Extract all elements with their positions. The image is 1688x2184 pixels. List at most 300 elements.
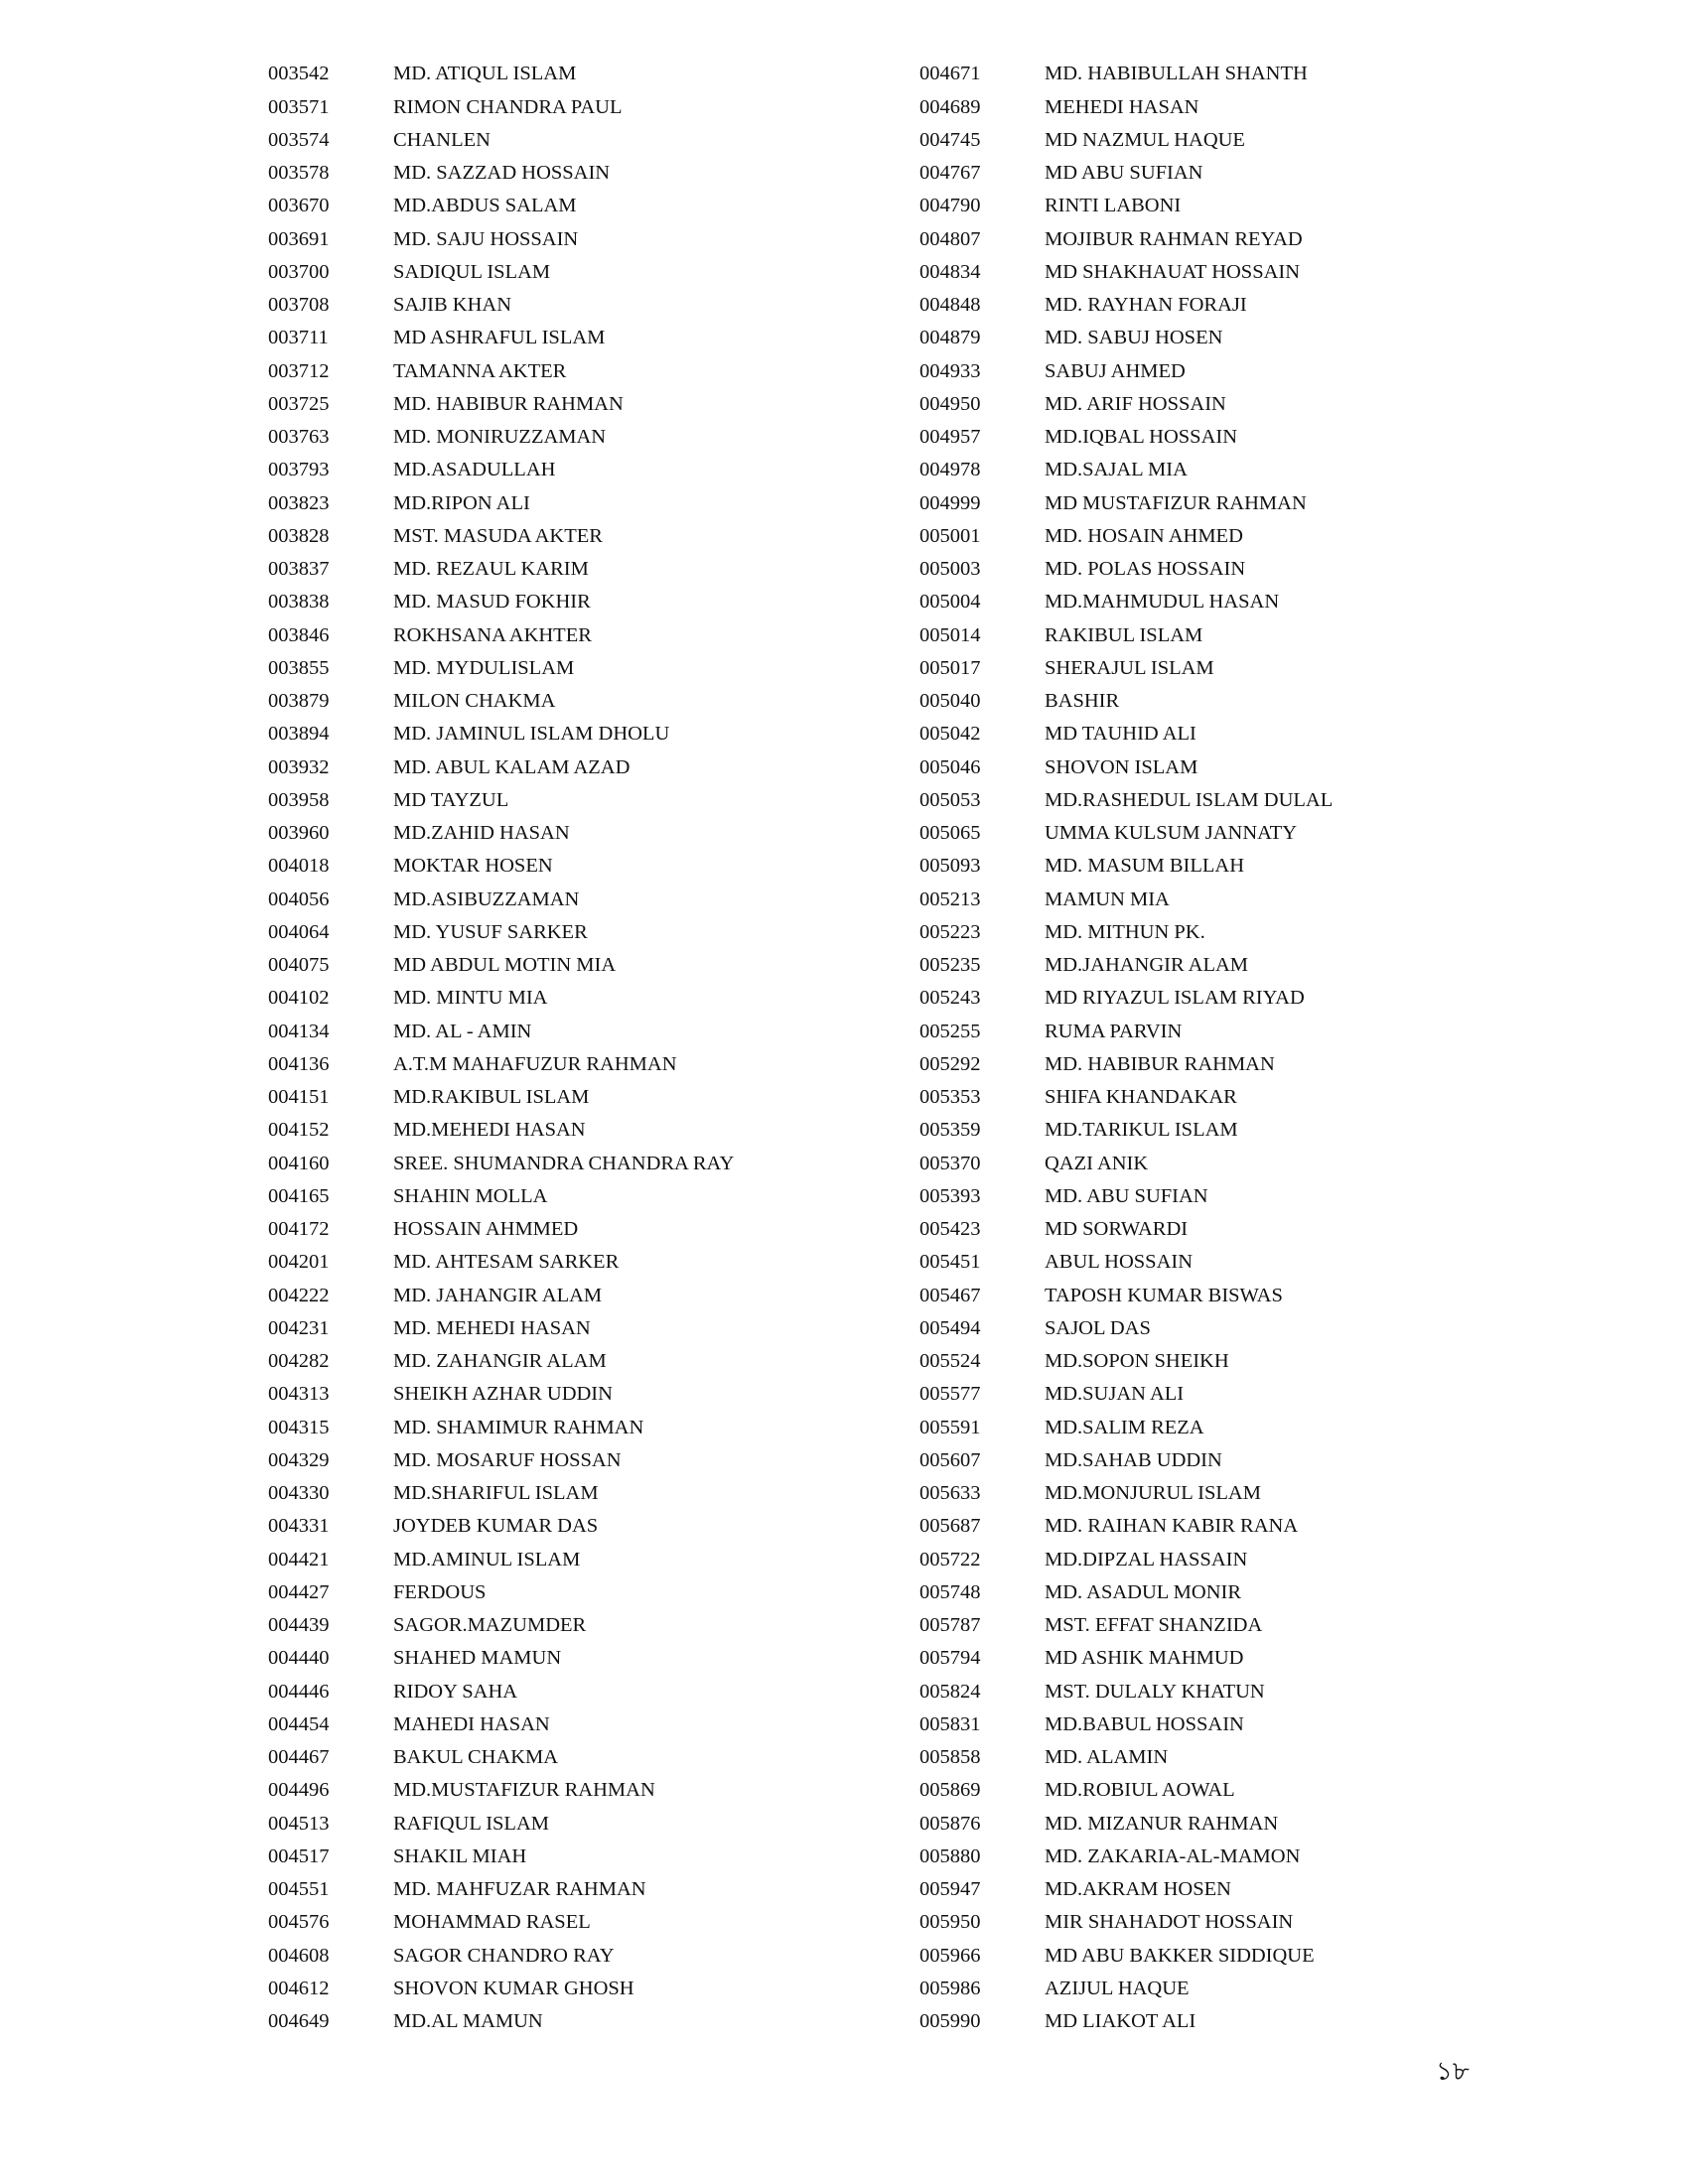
list-item (919, 1213, 1515, 1246)
roll-number: 004950 (919, 392, 981, 415)
list-item (919, 949, 1515, 982)
roll-number: 005824 (919, 1680, 981, 1703)
candidate-name: RIDOY SAHA (393, 1680, 518, 1703)
candidate-name: MD. MEHEDI HASAN (393, 1316, 591, 1339)
list-item (268, 1345, 864, 1378)
roll-number: 003712 (268, 359, 330, 382)
candidate-name: MST. MASUDA AKTER (393, 524, 603, 547)
candidate-name: MD.BABUL HOSSAIN (1045, 1712, 1244, 1735)
candidate-name: MD. HABIBUR RAHMAN (1045, 1052, 1275, 1075)
candidate-name: MD.AMINUL ISLAM (393, 1548, 581, 1570)
candidate-name: MAMUN MIA (1045, 887, 1170, 910)
roll-number: 004151 (268, 1086, 330, 1109)
candidate-name: MD.JAHANGIR ALAM (1045, 954, 1249, 977)
list-item (919, 454, 1515, 486)
roll-number: 004454 (268, 1712, 330, 1735)
list-item (268, 1675, 864, 1707)
candidate-name: MD.RIPON ALI (393, 491, 530, 514)
list-item (268, 190, 864, 222)
roll-number: 005831 (919, 1712, 981, 1735)
list-item (919, 1246, 1515, 1279)
list-item (268, 1114, 864, 1147)
roll-number: 005046 (919, 755, 981, 778)
roll-number: 003837 (268, 558, 330, 581)
candidate-name: MD.ZAHID HASAN (393, 822, 570, 845)
list-item (919, 1510, 1515, 1543)
roll-number: 003894 (268, 723, 330, 746)
list-item (919, 1609, 1515, 1642)
list-item (268, 949, 864, 982)
roll-number: 003574 (268, 128, 330, 151)
candidate-name: MD. REZAUL KARIM (393, 558, 589, 581)
list-item (268, 718, 864, 751)
roll-number: 004201 (268, 1251, 330, 1274)
list-item (268, 1543, 864, 1575)
roll-number: 005950 (919, 1911, 981, 1934)
roll-number: 004790 (919, 195, 981, 217)
candidate-name: MEHEDI HASAN (1045, 95, 1199, 118)
list-item (919, 486, 1515, 519)
roll-number: 004102 (268, 987, 330, 1010)
list-item (919, 2005, 1515, 2038)
roll-number: 005235 (919, 954, 981, 977)
roll-number: 004467 (268, 1746, 330, 1769)
candidate-name: BASHIR (1045, 690, 1120, 713)
list-item (268, 2005, 864, 2038)
roll-number: 004165 (268, 1184, 330, 1207)
roll-number: 005451 (919, 1251, 981, 1274)
list-item (919, 1708, 1515, 1741)
roll-number: 005003 (919, 558, 981, 581)
candidate-name: MD.RASHEDUL ISLAM DULAL (1045, 788, 1334, 811)
roll-number: 005794 (919, 1647, 981, 1670)
candidate-name: RIMON CHANDRA PAUL (393, 95, 623, 118)
list-item (268, 1378, 864, 1411)
candidate-name: MD MUSTAFIZUR RAHMAN (1045, 491, 1307, 514)
roll-number: 004330 (268, 1482, 330, 1505)
roll-number: 005014 (919, 623, 981, 646)
candidate-name: MST. EFFAT SHANZIDA (1045, 1614, 1263, 1637)
candidate-name: RINTI LABONI (1045, 195, 1182, 217)
candidate-name: MD.SAHAB UDDIN (1045, 1448, 1222, 1471)
roll-number: 005393 (919, 1184, 981, 1207)
roll-number: 004745 (919, 128, 981, 151)
candidate-name: SAGOR CHANDRO RAY (393, 1944, 615, 1967)
roll-number: 004608 (268, 1944, 330, 1967)
candidate-name: RAFIQUL ISLAM (393, 1812, 549, 1835)
candidate-name: MD.ROBIUL AOWAL (1045, 1779, 1235, 1802)
roll-number: 003711 (268, 327, 329, 349)
candidate-name: MD. AL - AMIN (393, 1020, 532, 1042)
candidate-name: MD. ZAKARIA-AL-MAMON (1045, 1844, 1301, 1867)
roll-number: 005017 (919, 656, 981, 679)
candidate-name: SHERAJUL ISLAM (1045, 656, 1214, 679)
roll-number: 004329 (268, 1448, 330, 1471)
candidate-name: MD. MINTU MIA (393, 987, 548, 1010)
roll-number: 004551 (268, 1878, 330, 1901)
roll-number: 004421 (268, 1548, 330, 1570)
roll-number: 004075 (268, 954, 330, 977)
candidate-name: SAJIB KHAN (393, 294, 512, 317)
candidate-name: MD. SABUJ HOSEN (1045, 327, 1223, 349)
candidate-name: MD NAZMUL HAQUE (1045, 128, 1245, 151)
candidate-name: MD.ABDUS SALAM (393, 195, 577, 217)
list-item (268, 1477, 864, 1510)
roll-number: 003855 (268, 656, 330, 679)
candidate-name: MD. MONIRUZZAMAN (393, 426, 607, 449)
roll-number: 005292 (919, 1052, 981, 1075)
right-column (919, 58, 1515, 2038)
list-item (919, 1477, 1515, 1510)
list-item (268, 982, 864, 1015)
candidate-name: MD ABU SUFIAN (1045, 162, 1203, 185)
list-item (268, 817, 864, 850)
candidate-name: MD ASHRAFUL ISLAM (393, 327, 606, 349)
candidate-name: MD.IQBAL HOSSAIN (1045, 426, 1237, 449)
list-item (268, 1048, 864, 1081)
roll-number: 005876 (919, 1812, 981, 1835)
candidate-name: MD.SUJAN ALI (1045, 1383, 1185, 1406)
roll-number: 004933 (919, 359, 981, 382)
list-item (919, 982, 1515, 1015)
candidate-name: MD.SHARIFUL ISLAM (393, 1482, 599, 1505)
list-item (919, 1906, 1515, 1939)
candidate-name: RAKIBUL ISLAM (1045, 623, 1203, 646)
candidate-name: MD.MONJURUL ISLAM (1045, 1482, 1261, 1505)
list-item (919, 1973, 1515, 2005)
roll-number: 004427 (268, 1580, 330, 1603)
roll-number: 005633 (919, 1482, 981, 1505)
roll-number: 003571 (268, 95, 330, 118)
list-item (268, 1741, 864, 1774)
list-item (268, 322, 864, 354)
list-item (919, 90, 1515, 123)
roll-number: 003670 (268, 195, 330, 217)
list-item (268, 916, 864, 949)
candidate-name: MST. DULALY KHATUN (1045, 1680, 1265, 1703)
candidate-name: MD.ASIBUZZAMAN (393, 887, 580, 910)
list-item (919, 1147, 1515, 1179)
roll-number: 004056 (268, 887, 330, 910)
list-item (268, 1576, 864, 1609)
roll-number: 004517 (268, 1844, 330, 1867)
list-item (919, 1081, 1515, 1114)
list-item (919, 586, 1515, 618)
roll-number: 004671 (919, 63, 981, 85)
candidate-name: QAZI ANIK (1045, 1152, 1149, 1174)
candidate-name: MD. MASUD FOKHIR (393, 591, 591, 614)
list-item (919, 1807, 1515, 1840)
candidate-name: MD. ABU SUFIAN (1045, 1184, 1208, 1207)
roll-number: 003838 (268, 591, 330, 614)
candidate-name: MD. MITHUN PK. (1045, 920, 1205, 943)
roll-number: 005494 (919, 1316, 981, 1339)
list-item (919, 58, 1515, 90)
candidate-name: MD LIAKOT ALI (1045, 2010, 1196, 2033)
roll-number: 005353 (919, 1086, 981, 1109)
candidate-name: MILON CHAKMA (393, 690, 556, 713)
candidate-name: MD. ALAMIN (1045, 1746, 1169, 1769)
candidate-name: MOJIBUR RAHMAN REYAD (1045, 227, 1303, 250)
list-item (919, 1675, 1515, 1707)
list-item (268, 751, 864, 783)
list-item (268, 1774, 864, 1807)
candidate-name: SAGOR.MAZUMDER (393, 1614, 587, 1637)
candidate-name: MD. ABUL KALAM AZAD (393, 755, 631, 778)
list-item (268, 1411, 864, 1443)
list-item (919, 157, 1515, 190)
roll-number: 005577 (919, 1383, 981, 1406)
list-item (919, 256, 1515, 289)
list-item (919, 1048, 1515, 1081)
roll-number: 003932 (268, 755, 330, 778)
list-item (268, 1841, 864, 1873)
candidate-name: A.T.M MAHAFUZUR RAHMAN (393, 1052, 677, 1075)
list-item (268, 784, 864, 817)
roll-number: 004440 (268, 1647, 330, 1670)
roll-number: 005370 (919, 1152, 981, 1174)
candidate-name: MD. POLAS HOSSAIN (1045, 558, 1246, 581)
roll-number: 004172 (268, 1218, 330, 1241)
list-item (268, 1180, 864, 1213)
roll-number: 003763 (268, 426, 330, 449)
candidate-name: MD TAUHID ALI (1045, 723, 1196, 746)
list-item (268, 58, 864, 90)
list-item (268, 883, 864, 915)
list-item (919, 1411, 1515, 1443)
candidate-name: RUMA PARVIN (1045, 1020, 1183, 1042)
page-number: ১৮ (1436, 2057, 1470, 2087)
roll-number: 004957 (919, 426, 981, 449)
candidate-name: MD. HABIBUR RAHMAN (393, 392, 624, 415)
roll-number: 004446 (268, 1680, 330, 1703)
roll-number: 005001 (919, 524, 981, 547)
roll-number: 005423 (919, 1218, 981, 1241)
list-item (919, 1841, 1515, 1873)
list-item (268, 1973, 864, 2005)
candidate-name: MD.MUSTAFIZUR RAHMAN (393, 1779, 655, 1802)
list-item (268, 618, 864, 651)
roll-number: 005687 (919, 1515, 981, 1538)
list-item (268, 1015, 864, 1047)
roll-number: 004331 (268, 1515, 330, 1538)
list-item (919, 916, 1515, 949)
candidate-name: SREE. SHUMANDRA CHANDRA RAY (393, 1152, 735, 1174)
list-item (268, 1279, 864, 1311)
candidate-name: CHANLEN (393, 128, 491, 151)
roll-number: 005255 (919, 1020, 981, 1042)
list-item (919, 1642, 1515, 1675)
roll-number: 003700 (268, 260, 330, 283)
list-item (919, 520, 1515, 553)
roll-number: 004134 (268, 1020, 330, 1042)
candidate-name: MD.AKRAM HOSEN (1045, 1878, 1231, 1901)
roll-number: 005986 (919, 1977, 981, 1999)
candidate-name: MD. SHAMIMUR RAHMAN (393, 1416, 644, 1438)
roll-number: 005093 (919, 855, 981, 878)
list-item (268, 586, 864, 618)
list-item (919, 1873, 1515, 1906)
roll-number: 004649 (268, 2010, 330, 2033)
candidate-name: UMMA KULSUM JANNATY (1045, 822, 1297, 845)
list-item (919, 190, 1515, 222)
list-item (919, 1543, 1515, 1575)
list-item (268, 354, 864, 387)
roll-number: 004439 (268, 1614, 330, 1637)
roll-number: 004834 (919, 260, 981, 283)
candidate-name: MD.SOPON SHEIKH (1045, 1350, 1229, 1373)
list-item (919, 1774, 1515, 1807)
roll-number: 003960 (268, 822, 330, 845)
list-item (919, 883, 1515, 915)
list-item (919, 1741, 1515, 1774)
candidate-name: ROKHSANA AKHTER (393, 623, 592, 646)
roll-number: 005858 (919, 1746, 981, 1769)
candidate-name: MD. YUSUF SARKER (393, 920, 588, 943)
candidate-name: AZIJUL HAQUE (1045, 1977, 1190, 1999)
candidate-name: MD. MYDULISLAM (393, 656, 575, 679)
list-item (268, 652, 864, 685)
roll-number: 005748 (919, 1580, 981, 1603)
roll-number: 003708 (268, 294, 330, 317)
list-item (919, 751, 1515, 783)
roll-number: 005223 (919, 920, 981, 943)
candidate-name: SHAHIN MOLLA (393, 1184, 548, 1207)
roll-number: 004689 (919, 95, 981, 118)
candidate-name: MD.ASADULLAH (393, 459, 556, 481)
roll-number: 004513 (268, 1812, 330, 1835)
list-item (268, 1081, 864, 1114)
roll-number: 005607 (919, 1448, 981, 1471)
roll-number: 005990 (919, 2010, 981, 2033)
list-item (919, 388, 1515, 421)
list-item (268, 1642, 864, 1675)
roll-number: 005042 (919, 723, 981, 746)
roll-number: 003823 (268, 491, 330, 514)
list-item (919, 817, 1515, 850)
roll-number: 005053 (919, 788, 981, 811)
candidate-name: MD.MAHMUDUL HASAN (1045, 591, 1280, 614)
candidate-name: SADIQUL ISLAM (393, 260, 551, 283)
roll-number: 004767 (919, 162, 981, 185)
roll-number: 004612 (268, 1977, 330, 1999)
candidate-name: BAKUL CHAKMA (393, 1746, 559, 1769)
roll-number: 004848 (919, 294, 981, 317)
candidate-name: SHIFA KHANDAKAR (1045, 1086, 1237, 1109)
candidate-name: MD.DIPZAL HASSAIN (1045, 1548, 1248, 1570)
candidate-name: MD RIYAZUL ISLAM RIYAD (1045, 987, 1305, 1010)
candidate-name: MD SHAKHAUAT HOSSAIN (1045, 260, 1301, 283)
candidate-name: MD.TARIKUL ISLAM (1045, 1119, 1238, 1142)
list-item (919, 124, 1515, 157)
roll-number: 004313 (268, 1383, 330, 1406)
list-item (919, 1114, 1515, 1147)
candidate-name: MD. SAJU HOSSAIN (393, 227, 579, 250)
roll-number: 005467 (919, 1284, 981, 1306)
list-item (268, 486, 864, 519)
roll-number: 003691 (268, 227, 330, 250)
roll-number: 005243 (919, 987, 981, 1010)
list-item (268, 222, 864, 255)
candidate-name: MD. JAHANGIR ALAM (393, 1284, 603, 1306)
list-item (919, 354, 1515, 387)
candidate-name: MD TAYZUL (393, 788, 509, 811)
list-item (268, 1213, 864, 1246)
roll-number: 005787 (919, 1614, 981, 1637)
list-item (919, 1279, 1515, 1311)
candidate-name: ABUL HOSSAIN (1045, 1251, 1194, 1274)
candidate-name: MAHEDI HASAN (393, 1712, 550, 1735)
roll-number: 003793 (268, 459, 330, 481)
roll-number: 003879 (268, 690, 330, 713)
list-item (919, 222, 1515, 255)
candidate-name: SHAKIL MIAH (393, 1844, 527, 1867)
list-item (919, 289, 1515, 322)
candidate-name: JOYDEB KUMAR DAS (393, 1515, 599, 1538)
candidate-name: SHOVON ISLAM (1045, 755, 1198, 778)
list-item (268, 1444, 864, 1477)
list-item (268, 157, 864, 190)
roll-number: 004018 (268, 855, 330, 878)
candidate-name: HOSSAIN AHMMED (393, 1218, 579, 1241)
list-item (919, 618, 1515, 651)
candidate-name: MD. RAIHAN KABIR RANA (1045, 1515, 1299, 1538)
list-item (919, 553, 1515, 586)
roll-number: 003958 (268, 788, 330, 811)
list-item (919, 1576, 1515, 1609)
list-item (919, 1015, 1515, 1047)
roll-number: 003578 (268, 162, 330, 185)
roll-number: 004807 (919, 227, 981, 250)
list-item (268, 421, 864, 454)
list-item (268, 454, 864, 486)
candidate-name: MD SORWARDI (1045, 1218, 1189, 1241)
candidate-name: MD.MEHEDI HASAN (393, 1119, 586, 1142)
list-item (268, 520, 864, 553)
list-item (268, 685, 864, 718)
candidate-name: MD. MASUM BILLAH (1045, 855, 1245, 878)
list-item (268, 1246, 864, 1279)
list-item (268, 1312, 864, 1345)
roll-number: 004064 (268, 920, 330, 943)
list-item (919, 1444, 1515, 1477)
roll-number: 005591 (919, 1416, 981, 1438)
roll-number: 004231 (268, 1316, 330, 1339)
list-item (919, 784, 1515, 817)
candidate-name: SABUJ AHMED (1045, 359, 1186, 382)
candidate-name: MD.SAJAL MIA (1045, 459, 1188, 481)
roll-number: 005040 (919, 690, 981, 713)
left-column (268, 58, 864, 2038)
roll-number: 004999 (919, 491, 981, 514)
list-item (268, 90, 864, 123)
list-item (919, 322, 1515, 354)
candidate-name: SAJOL DAS (1045, 1316, 1151, 1339)
roll-number: 003828 (268, 524, 330, 547)
candidate-name: MD. ATIQUL ISLAM (393, 63, 577, 85)
roll-number: 004315 (268, 1416, 330, 1438)
roll-number: 005004 (919, 591, 981, 614)
list-item (919, 685, 1515, 718)
list-item (268, 1510, 864, 1543)
candidate-name: MD. MOSARUF HOSSAN (393, 1448, 622, 1471)
roll-number: 004282 (268, 1350, 330, 1373)
candidate-name: MD. MAHFUZAR RAHMAN (393, 1878, 646, 1901)
list-item (268, 124, 864, 157)
roll-number: 004978 (919, 459, 981, 481)
list-item (919, 652, 1515, 685)
list-item (919, 1378, 1515, 1411)
